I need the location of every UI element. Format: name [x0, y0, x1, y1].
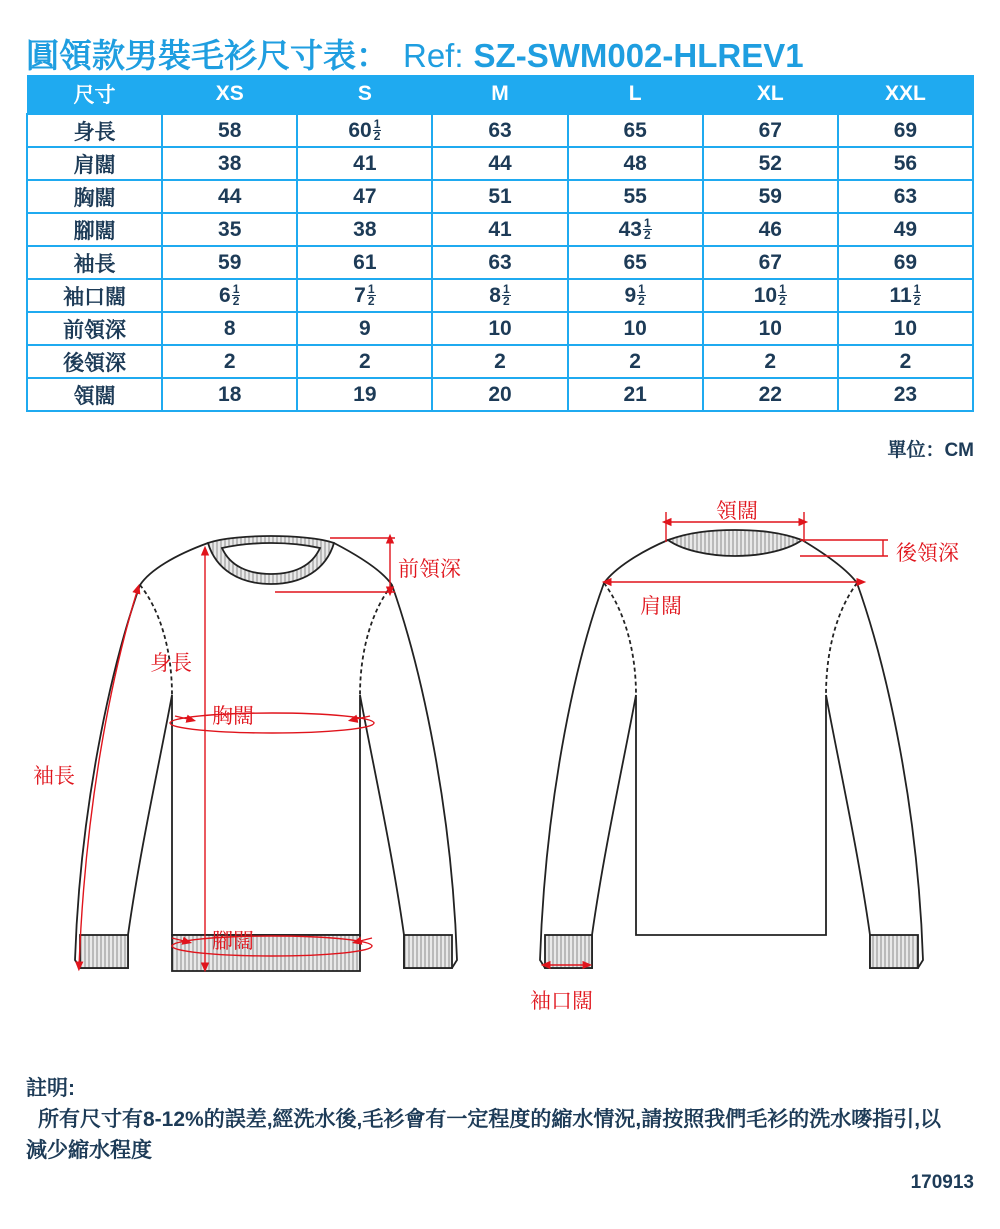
size-value: 63: [893, 184, 918, 208]
size-cell: [838, 147, 973, 180]
size-cell: [162, 279, 297, 312]
size-value: 58: [218, 118, 242, 142]
size-value: 56: [893, 151, 918, 175]
size-cell: [838, 180, 973, 213]
size-cell: [162, 345, 297, 378]
label-chest-width: 胸闊: [212, 705, 254, 728]
size-value: 63: [488, 118, 512, 142]
row-label: 前領深: [27, 312, 162, 345]
size-cell: [432, 246, 567, 279]
size-cell: [162, 312, 297, 345]
size-value: 41: [488, 217, 512, 241]
size-row: [27, 246, 973, 279]
fraction-numerator: 1: [232, 282, 240, 297]
size-cell: [162, 180, 297, 213]
front-sweater: [75, 536, 457, 971]
size-header-row: [27, 75, 973, 114]
notes-title: 註明:: [26, 1077, 75, 1100]
fraction-numerator: 1: [502, 282, 510, 297]
ref-label: Ref:: [403, 37, 464, 74]
fraction-denominator: 2: [367, 294, 375, 309]
label-body-length: 身長: [150, 652, 192, 675]
label-neck-width: 領闊: [716, 500, 758, 523]
size-value: 9: [359, 316, 371, 340]
fraction-denominator: 2: [232, 294, 240, 309]
size-value: 46: [758, 217, 782, 241]
label-sleeve-length: 袖長: [33, 765, 75, 788]
size-value: 67: [758, 118, 782, 142]
size-value: 49: [893, 217, 918, 241]
size-row: [27, 114, 973, 147]
size-cell: [568, 378, 703, 411]
size-cell: [297, 378, 432, 411]
title-text: 圓領款男裝毛衫尺寸表：: [26, 37, 389, 74]
size-value: 55: [623, 184, 647, 208]
size-value: 2: [629, 349, 641, 373]
size-row: [27, 279, 973, 312]
size-cell: [838, 378, 973, 411]
header-size: M: [432, 75, 567, 114]
size-value: 23: [893, 382, 918, 406]
label-back-neck-depth: 後領深: [896, 542, 959, 565]
size-cell: [703, 378, 838, 411]
size-table-body: [27, 114, 973, 411]
size-cell: [297, 312, 432, 345]
size-cell: [432, 312, 567, 345]
size-value: 52: [758, 151, 782, 175]
header-label: 尺寸: [27, 75, 162, 114]
size-cell: [297, 213, 432, 246]
half-fraction: [913, 284, 922, 307]
size-cell: [432, 345, 567, 378]
size-cell: [568, 312, 703, 345]
fraction-numerator: 1: [367, 282, 375, 297]
fraction-numerator: 1: [373, 117, 381, 132]
size-value: 51: [488, 184, 512, 208]
size-cell: [703, 213, 838, 246]
size-row: [27, 180, 973, 213]
size-cell: [162, 378, 297, 411]
size-value: 2: [223, 349, 236, 373]
notes-body: 所有尺寸有8-12%的誤差,經洗水後,毛衫會有一定程度的縮水情況,請按照我們毛衫的洗水嘜指引,以減少縮水程度: [26, 1108, 942, 1162]
size-value: 59: [758, 184, 782, 208]
size-cell: [703, 180, 838, 213]
row-label: 腳闊: [27, 213, 162, 246]
size-value: 10: [753, 283, 778, 307]
row-label: 袖長: [27, 246, 162, 279]
size-value: 10: [758, 316, 782, 340]
size-cell: [297, 114, 432, 147]
size-value: 41: [353, 151, 377, 175]
size-cell: [703, 345, 838, 378]
size-table: [26, 75, 974, 412]
size-value: 43: [618, 217, 642, 241]
size-cell: [297, 345, 432, 378]
fraction-numerator: 1: [913, 282, 921, 297]
row-label: 身長: [27, 114, 162, 147]
size-cell: [297, 180, 432, 213]
header-size: L: [568, 75, 703, 114]
size-value: 20: [488, 382, 512, 406]
size-value: 60: [348, 118, 372, 142]
half-fraction: [637, 284, 646, 307]
size-value: 69: [893, 118, 918, 142]
size-cell: [297, 246, 432, 279]
size-cell: [162, 114, 297, 147]
size-value: 19: [353, 382, 377, 406]
half-fraction: [232, 284, 241, 307]
size-value: 61: [353, 250, 377, 274]
fraction-numerator: 1: [779, 282, 786, 297]
garment-diagram: [0, 480, 1000, 1040]
half-fraction: [502, 284, 511, 307]
size-value: 2: [764, 349, 777, 373]
size-value: 7: [354, 283, 366, 307]
size-cell: [838, 114, 973, 147]
back-sweater: [540, 530, 923, 968]
size-value: 38: [218, 151, 242, 175]
size-cell: [703, 312, 838, 345]
size-cell: [297, 279, 432, 312]
row-label: 肩闊: [27, 147, 162, 180]
size-value: 6: [219, 283, 231, 307]
label-shoulder-width: 肩闊: [640, 595, 682, 618]
fraction-denominator: 2: [638, 294, 645, 309]
size-value: 67: [758, 250, 782, 274]
size-value: 2: [899, 349, 912, 373]
size-cell: [432, 378, 567, 411]
header-size: XL: [703, 75, 838, 114]
size-cell: [162, 213, 297, 246]
size-cell: [432, 180, 567, 213]
size-value: 10: [623, 316, 647, 340]
half-fraction: [643, 218, 652, 241]
size-cell: [568, 213, 703, 246]
size-value: 44: [218, 184, 242, 208]
size-value: 8: [489, 283, 501, 307]
size-value: 21: [623, 382, 647, 406]
size-row: [27, 345, 973, 378]
size-value: 10: [893, 316, 918, 340]
size-cell: [838, 345, 973, 378]
header-size: XS: [162, 75, 297, 114]
size-cell: [297, 147, 432, 180]
size-cell: [568, 147, 703, 180]
size-cell: [703, 114, 838, 147]
size-value: 38: [353, 217, 377, 241]
size-value: 47: [353, 184, 377, 208]
header-size: XXL: [838, 75, 973, 114]
fraction-denominator: 2: [643, 228, 651, 243]
size-value: 65: [623, 118, 647, 142]
document-code: 170913: [910, 1172, 974, 1193]
page-title: [26, 36, 804, 76]
ref-code: SZ-SWM002-HLREV1: [473, 37, 804, 74]
label-front-neck-depth: 前領深: [398, 558, 461, 581]
size-value: 44: [488, 151, 512, 175]
fraction-denominator: 2: [779, 294, 786, 309]
size-cell: [568, 180, 703, 213]
size-value: 10: [488, 316, 512, 340]
size-row: [27, 312, 973, 345]
size-value: 65: [623, 250, 647, 274]
size-row: [27, 147, 973, 180]
size-cell: [432, 147, 567, 180]
size-cell: [568, 114, 703, 147]
size-value: 22: [758, 382, 782, 406]
fraction-numerator: 1: [638, 282, 645, 297]
size-cell: [838, 279, 973, 312]
row-label: 領闊: [27, 378, 162, 411]
size-row: [27, 378, 973, 411]
size-cell: [703, 246, 838, 279]
size-cell: [568, 345, 703, 378]
half-fraction: [373, 119, 382, 142]
size-cell: [568, 246, 703, 279]
row-label: 袖口闊: [27, 279, 162, 312]
label-hem-width: 腳闊: [212, 930, 254, 953]
size-row: [27, 213, 973, 246]
size-cell: [838, 312, 973, 345]
size-cell: [432, 213, 567, 246]
size-value: 11: [889, 283, 912, 307]
size-cell: [432, 279, 567, 312]
row-label: 胸闊: [27, 180, 162, 213]
half-fraction: [367, 284, 376, 307]
fraction-denominator: 2: [913, 294, 921, 309]
row-label: 後領深: [27, 345, 162, 378]
half-fraction: [778, 284, 787, 307]
size-value: 59: [218, 250, 242, 274]
size-cell: [838, 246, 973, 279]
size-value: 2: [359, 349, 371, 373]
size-value: 63: [488, 250, 512, 274]
size-cell: [703, 279, 838, 312]
size-cell: [432, 114, 567, 147]
size-cell: [162, 246, 297, 279]
size-value: 9: [624, 283, 637, 307]
size-value: 69: [893, 250, 918, 274]
fraction-denominator: 2: [373, 129, 381, 144]
size-cell: [838, 213, 973, 246]
size-cell: [703, 147, 838, 180]
fraction-denominator: 2: [502, 294, 510, 309]
header-size: S: [297, 75, 432, 114]
fraction-numerator: 1: [643, 216, 651, 231]
size-value: 35: [218, 217, 242, 241]
size-cell: [568, 279, 703, 312]
size-value: 2: [494, 349, 506, 373]
size-cell: [162, 147, 297, 180]
size-value: 18: [218, 382, 242, 406]
label-cuff-width: 袖口闊: [530, 990, 593, 1013]
unit-label: 單位：CM: [887, 440, 974, 461]
size-value: 48: [623, 151, 647, 175]
size-value: 8: [223, 316, 236, 340]
